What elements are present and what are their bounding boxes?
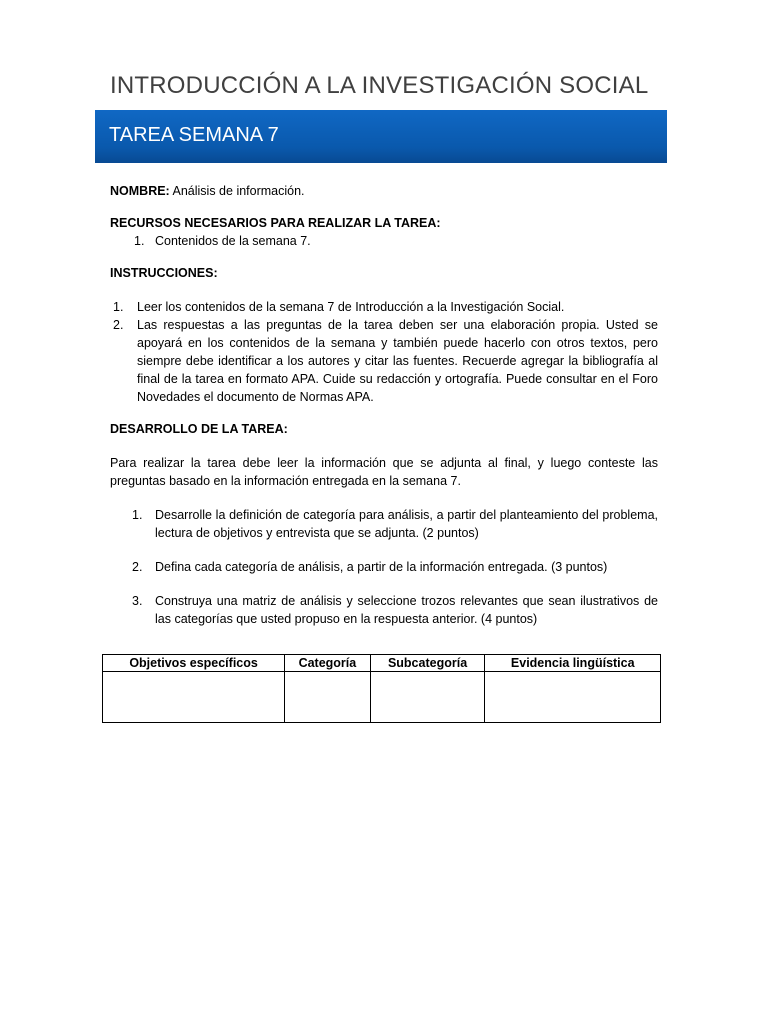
table-cell	[370, 672, 485, 723]
list-item-text: Construya una matriz de análisis y seleccione trozos relevantes que sean ilustrativos de las categorías que usted propuso en la respuesta anterior. (4 puntos)	[155, 594, 658, 626]
list-item	[110, 558, 658, 576]
nombre-value: Análisis de información.	[172, 184, 305, 198]
recursos-item-text: Contenidos de la semana 7.	[155, 234, 311, 248]
table-cell	[485, 672, 661, 723]
list-item-text: Desarrolle la definición de categoría para análisis, a partir del planteamiento del problema, lectura de objetivos y entrevista que se adjunta. (2 puntos)	[155, 508, 658, 540]
list-item-number: 3.	[132, 594, 143, 608]
analysis-matrix-table	[102, 654, 661, 723]
column-header-evidencia: Evidencia lingüística	[485, 655, 661, 672]
list-item-text: Las respuestas a las preguntas de la tarea deben ser una elaboración propia. Usted se apoyará en los contenidos de la semana y también puede hacerlo con otros textos, pero siempre debe identificar a los autores y citar las fuentes. Recuerde agregar la bibliografía al final de la tarea en formato APA. Cuide su redacción y ortografía. Puede consultar en el Foro Novedades el documento de Normas APA.	[137, 318, 658, 404]
list-item	[110, 316, 658, 406]
nombre-line	[110, 182, 658, 200]
document-body	[110, 182, 658, 628]
list-item-number: 2.	[113, 318, 124, 332]
instrucciones-heading: INSTRUCCIONES:	[110, 266, 218, 280]
table-cell	[103, 672, 285, 723]
desarrollo-intro: Para realizar la tarea debe leer la información que se adjunta al final, y luego conteste las preguntas basado en la información entregada en la semana 7.	[110, 456, 658, 488]
recursos-heading: RECURSOS NECESARIOS PARA REALIZAR LA TAREA:	[110, 216, 441, 230]
list-item-text: Leer los contenidos de la semana 7 de Introducción a la Investigación Social.	[137, 300, 565, 314]
course-title: INTRODUCCIÓN A LA INVESTIGACIÓN SOCIAL	[110, 72, 649, 99]
table-cell	[285, 672, 370, 723]
instrucciones-list	[110, 298, 658, 406]
list-item	[110, 298, 658, 316]
desarrollo-heading: DESARROLLO DE LA TAREA:	[110, 422, 288, 436]
column-header-objetivos: Objetivos específicos	[103, 655, 285, 672]
column-header-subcategoria: Subcategoría	[370, 655, 485, 672]
list-item	[110, 506, 658, 542]
nombre-label: NOMBRE:	[110, 184, 170, 198]
recursos-item-number: 1.	[134, 234, 145, 248]
list-item-text: Defina cada categoría de análisis, a partir de la información entregada. (3 puntos)	[155, 560, 608, 574]
list-item-number: 1.	[132, 508, 143, 522]
assignment-title: TAREA SEMANA 7	[109, 124, 279, 146]
recursos-item	[110, 232, 658, 250]
list-item-number: 1.	[113, 300, 124, 314]
desarrollo-list	[110, 506, 658, 628]
table-row	[103, 672, 661, 723]
table-header-row	[103, 655, 661, 672]
assignment-banner	[95, 110, 667, 163]
list-item	[110, 592, 658, 628]
column-header-categoria: Categoría	[285, 655, 370, 672]
list-item-number: 2.	[132, 560, 143, 574]
